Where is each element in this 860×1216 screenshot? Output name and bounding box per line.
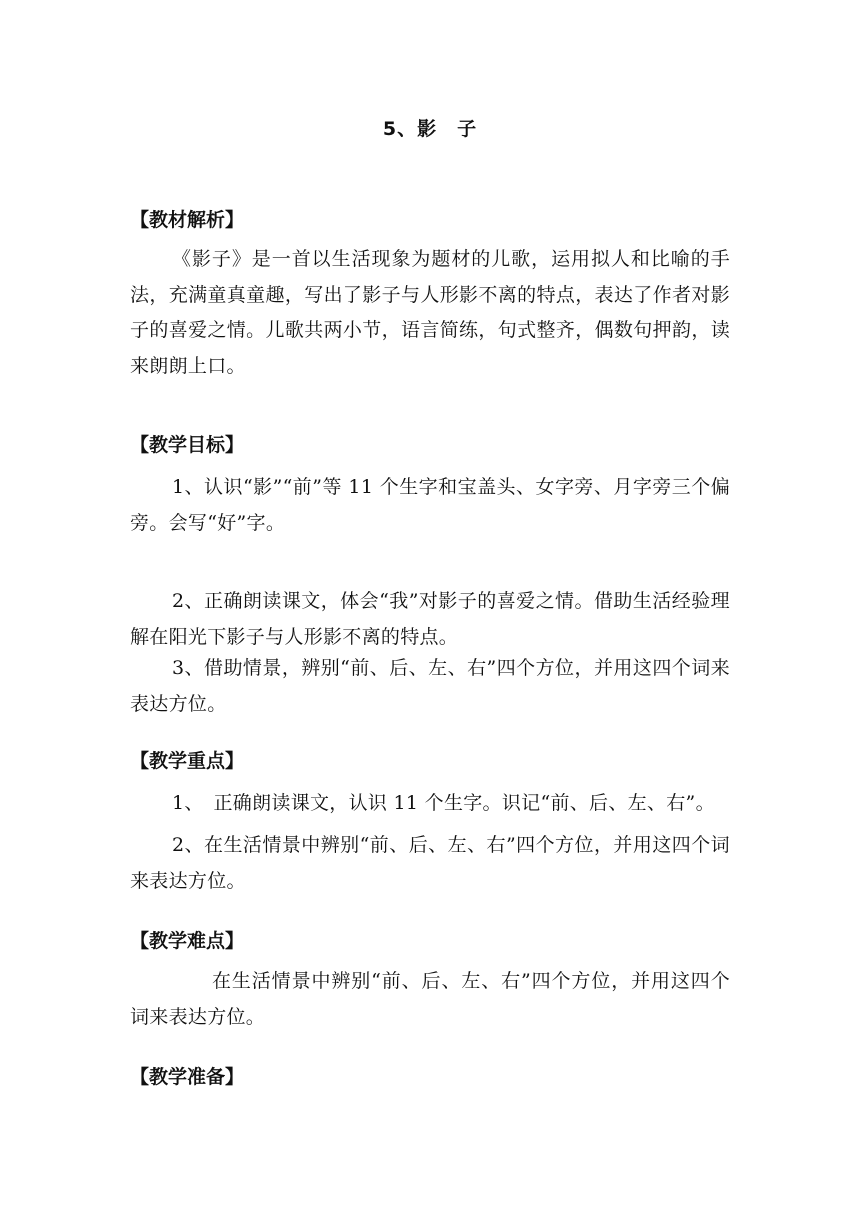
section-heading-key-points: 【教学重点】 bbox=[130, 750, 245, 772]
section-heading-difficult-points: 【教学难点】 bbox=[130, 930, 245, 952]
paragraph-key-point-1: 1、 正确朗读课文，认识 11 个生字。识记“前、后、左、右”。 bbox=[172, 792, 715, 814]
paragraph-goal-1: 1、认识“影”“前”等 11 个生字和宝盖头、女字旁、月字旁三个偏旁。会写“好”字。 bbox=[130, 476, 730, 534]
paragraph-goal-3: 3、借助情景，辨别“前、后、左、右”四个方位，并用这四个词来表达方位。 bbox=[130, 657, 730, 715]
paragraph-difficult-point: 在生活情景中辨别“前、后、左、右”四个方位，并用这四个词来表达方位。 bbox=[130, 970, 730, 1028]
paragraph-textbook-analysis: 《影子》是一首以生活现象为题材的儿歌，运用拟人和比喻的手法，充满童真童趣，写出了影子与人形影不离的特点，表达了作者对影子的喜爱之情。儿歌共两小节，语言简练，句式整齐，偶数句押韵，读来朗朗上口。 bbox=[130, 248, 730, 377]
page-title: 5、影 子 bbox=[382, 118, 478, 140]
section-heading-preparation: 【教学准备】 bbox=[130, 1066, 245, 1088]
paragraph-key-point-2: 2、在生活情景中辨别“前、后、左、右”四个方位，并用这四个词来表达方位。 bbox=[130, 834, 730, 892]
section-heading-teaching-goals: 【教学目标】 bbox=[130, 434, 245, 456]
paragraph-goal-2: 2、正确朗读课文，体会“我”对影子的喜爱之情。借助生活经验理解在阳光下影子与人形影不离的特点。 bbox=[130, 590, 730, 648]
section-heading-textbook-analysis: 【教材解析】 bbox=[130, 209, 245, 231]
